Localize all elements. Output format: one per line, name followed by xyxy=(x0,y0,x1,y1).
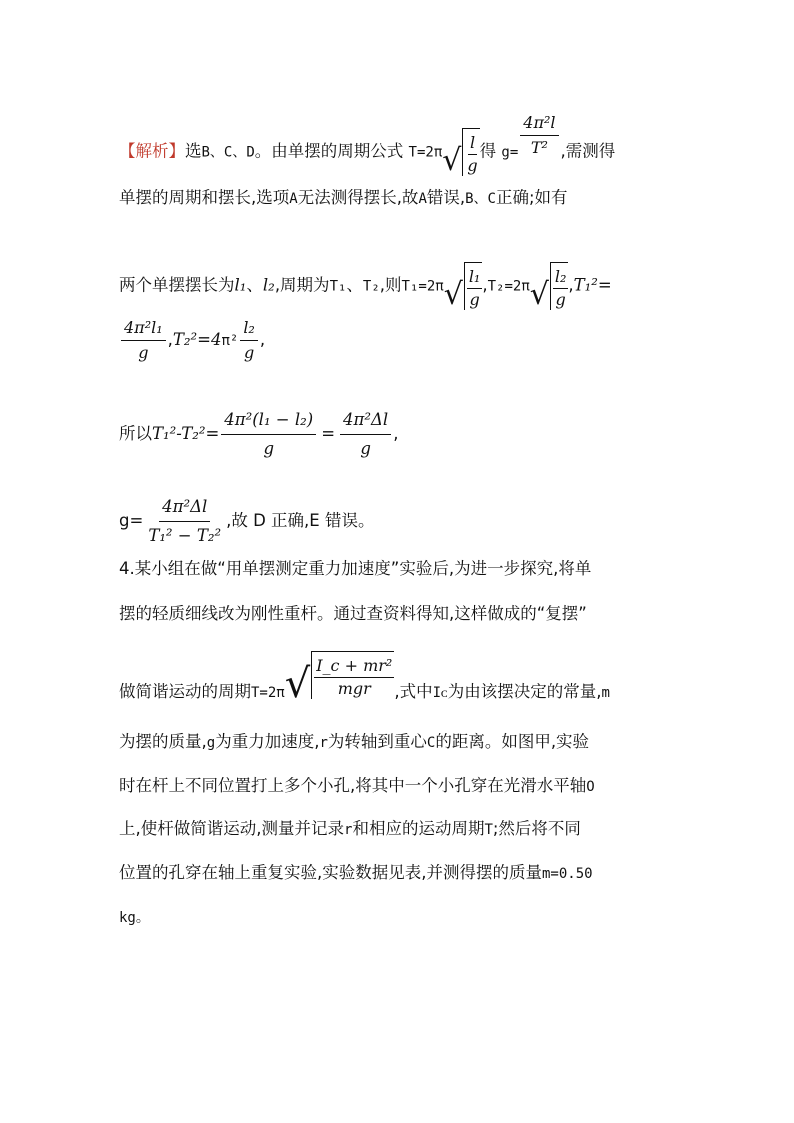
text: 错误, xyxy=(426,188,466,207)
q4-line-1 xyxy=(119,555,689,599)
options-bcd: B、C、D xyxy=(201,144,255,161)
q4-text: 做简谐运动的周期 xyxy=(119,682,251,701)
q4-text: 4.某小组在做“用单摆测定重力加速度”实验后,为进一步探究,将单 xyxy=(119,559,592,578)
rad-den: g xyxy=(555,290,566,309)
solution-line-5 xyxy=(119,408,689,458)
q4-text: 为由该摆决定的常量, xyxy=(447,682,602,701)
frac-4pi2-l1-minus-l2-over-g xyxy=(221,408,316,461)
q4-text: 为摆的质量, xyxy=(119,732,207,751)
q4-text: ;然后将不同 xyxy=(492,819,581,838)
frac-num: l₂ xyxy=(240,318,258,341)
frac-l2-over-g xyxy=(240,318,258,363)
text: 两个单摆摆长为 xyxy=(119,275,235,295)
period-lhs: T=2 xyxy=(251,685,277,701)
q4-text: 为转轴到重心 xyxy=(327,732,427,751)
mass-value: m=0.50 xyxy=(542,866,593,882)
rad-den: g xyxy=(469,290,480,309)
frac-4pi2-dl-over-g xyxy=(340,408,391,461)
pi-symbol: π xyxy=(276,685,285,701)
g-lhs: g= xyxy=(119,511,144,530)
pi-squared: π² xyxy=(221,333,239,349)
solution-line-3 xyxy=(119,262,689,312)
rad-num: I_c + mr² xyxy=(314,656,394,678)
text: , xyxy=(482,275,488,295)
conclusion-text: ,故 D 正确,E 错误。 xyxy=(226,511,375,530)
frac-4pi2l-over-T2 xyxy=(520,113,558,158)
solution-line-4 xyxy=(119,318,689,362)
text: , xyxy=(568,275,574,295)
sqrt-l2-over-g: √ $\frac{\text{l₂}}{g}$ xyxy=(530,262,569,310)
frac-den: g xyxy=(263,439,275,458)
q4-text: 位置的孔穿在轴上重复实验,实验数据见表,并测得摆的质量 xyxy=(119,863,542,882)
frac-den: T² xyxy=(530,137,548,157)
C-symbol: C xyxy=(426,735,436,751)
q4-line-6 xyxy=(119,815,689,859)
T1-symbol: T₁ xyxy=(329,278,347,295)
frac-den: g xyxy=(360,439,371,458)
text: ,需测得 xyxy=(560,141,616,161)
solution-line-2 xyxy=(119,184,689,228)
solution-tag: 【解析】 xyxy=(119,141,185,161)
q4-line-3 xyxy=(119,655,689,722)
O-symbol: O xyxy=(586,779,595,795)
q4-line-2 xyxy=(119,600,689,644)
l2-symbol: l₂ xyxy=(262,275,275,295)
text: , xyxy=(393,424,399,443)
text: 正确;如有 xyxy=(495,188,568,207)
q4-text: 和相应的运动周期 xyxy=(352,819,485,838)
frac-num: 4π²l₁ xyxy=(121,318,166,341)
frac-den: g xyxy=(243,343,255,362)
m-symbol: m xyxy=(601,685,610,701)
sqrt-compound-pendulum: √ $\frac{\text{I\_c + mr²}}{\text{mgr}}$ xyxy=(285,651,395,699)
rad-num: l₁ xyxy=(467,267,483,289)
T-symbol: T xyxy=(484,822,493,838)
q4-text: 时在杆上不同位置打上多个小孔,将其中一个小孔穿在光滑水平轴 xyxy=(119,776,587,795)
text: 得 xyxy=(479,141,497,161)
sqrt-l1-over-g: √ $\frac{\text{l₁}}{g}$ xyxy=(444,262,483,310)
text: , xyxy=(167,330,173,349)
q4-text: 上,使杆做简谐运动,测量并记录 xyxy=(119,819,344,838)
pi-symbol: π xyxy=(435,278,444,295)
q4-line-5 xyxy=(119,772,689,816)
l1-symbol: l₁ xyxy=(234,275,247,295)
text: 所以 xyxy=(119,424,152,443)
g-symbol: g xyxy=(206,735,216,751)
option-a: A xyxy=(289,191,298,207)
text: 选 xyxy=(185,141,202,161)
text: 、 xyxy=(346,275,363,295)
frac-den: T₁² − T₂² xyxy=(148,526,222,545)
solution-line-6 xyxy=(119,495,689,545)
text: 、 xyxy=(246,275,263,295)
Ic-symbol: Iᴄ xyxy=(432,685,448,701)
r-symbol: r xyxy=(344,822,353,838)
q4-text: ,式中 xyxy=(394,682,433,701)
solution-line-1 xyxy=(119,112,689,178)
T2-lhs: T₂=2 xyxy=(487,278,522,295)
frac-4pi2l1-over-g xyxy=(121,318,166,363)
period-lhs: T=2 xyxy=(408,144,434,161)
rad-den: mgr xyxy=(337,678,371,698)
frac-num: 4π²(l₁ − l₂) xyxy=(221,408,316,435)
T2-symbol: T₂ xyxy=(362,278,380,295)
equals-sign: = xyxy=(321,424,336,443)
diff-lhs: T₁²-T₂²= xyxy=(152,424,220,443)
text: 单摆的周期和摆长,选项 xyxy=(119,188,290,207)
pi-symbol: π xyxy=(521,278,530,295)
q4-text: 为重力加速度, xyxy=(215,732,320,751)
sqrt-l-over-g: √ $\frac{l}{g}$ xyxy=(442,128,479,176)
text: , xyxy=(259,330,266,349)
frac-g-result xyxy=(145,495,224,548)
text: 。由单摆的周期公式 xyxy=(254,141,404,161)
frac-num: 4π²Δl xyxy=(340,408,391,435)
text: ,则 xyxy=(379,275,402,295)
q4-text: 的距离。如图甲,实验 xyxy=(435,732,590,751)
text: 无法测得摆长,故 xyxy=(297,188,419,207)
rad-num: l xyxy=(468,133,477,155)
T1-squared-lhs: T₁²= xyxy=(573,275,612,295)
T1-lhs: T₁=2 xyxy=(401,278,436,295)
q4-line-7 xyxy=(119,859,689,903)
rad-num: l₂ xyxy=(553,267,569,289)
g-lhs: g= xyxy=(501,144,519,161)
rad-den: g xyxy=(467,156,478,175)
options-bc: B、C xyxy=(465,191,496,207)
r-symbol: r xyxy=(319,735,328,751)
option-a: A xyxy=(418,191,427,207)
q4-line-4 xyxy=(119,728,689,772)
q4-line-8 xyxy=(119,903,689,947)
frac-num: 4π²Δl xyxy=(159,495,210,522)
text: ,周期为 xyxy=(274,275,330,295)
T2-squared-lhs: T₂²=4 xyxy=(172,330,222,349)
frac-num: 4π²l xyxy=(520,113,558,136)
mass-unit: kg。 xyxy=(119,910,150,926)
frac-den: g xyxy=(138,343,149,362)
q4-text: 摆的轻质细线改为刚性重杆。通过查资料得知,这样做成的“复摆” xyxy=(119,604,587,623)
pi-symbol: π xyxy=(433,144,443,161)
